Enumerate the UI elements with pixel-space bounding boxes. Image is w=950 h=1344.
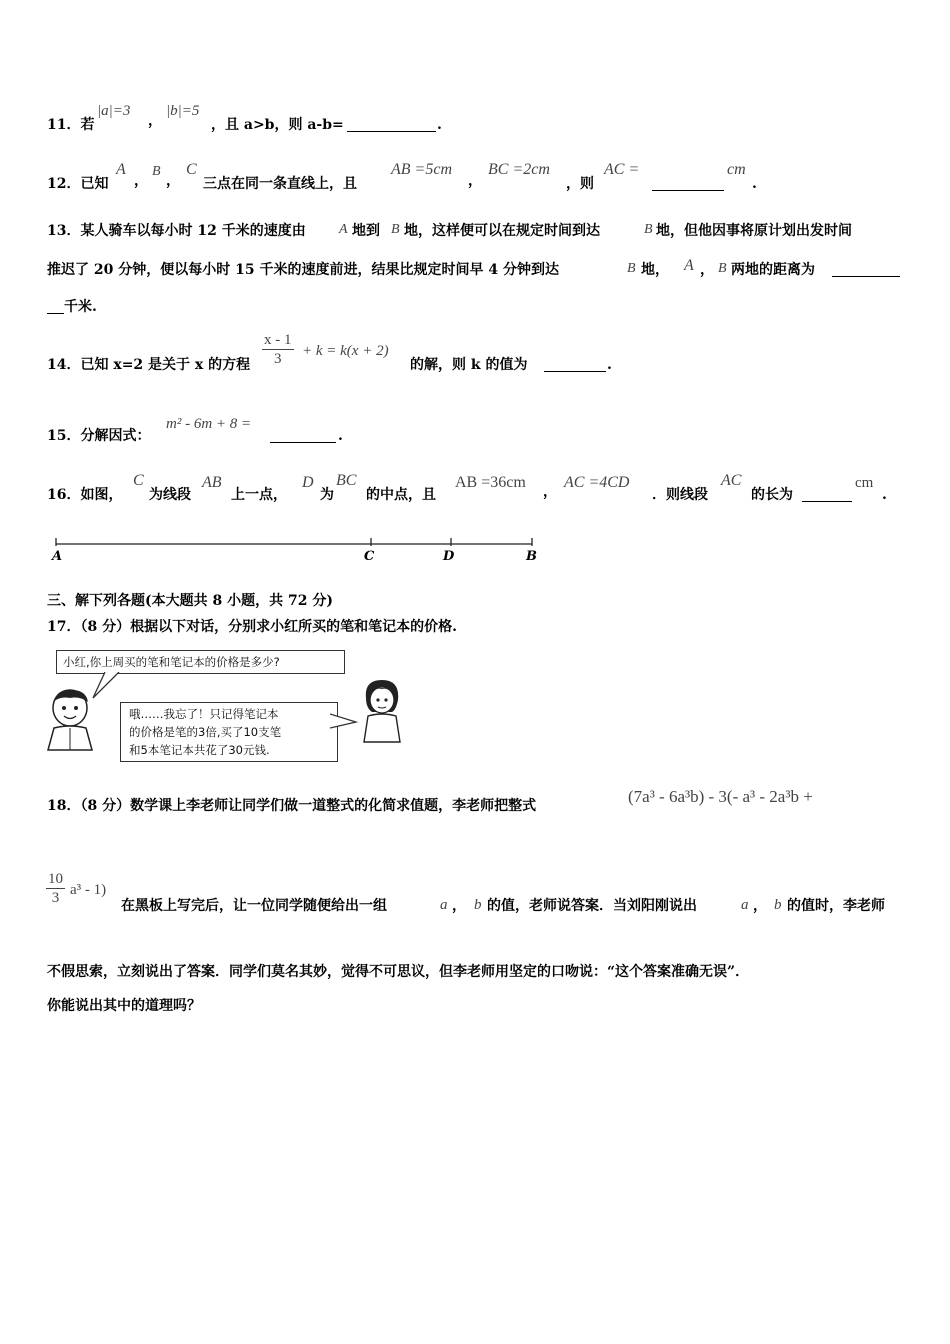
q18-line2a: 在黑板上写完后，让一位同学随便给出一组	[121, 898, 387, 914]
q17-text: 17．（8 分）根据以下对话，分别求小红所买的笔和笔记本的价格.	[47, 619, 457, 635]
q14-end: .	[607, 357, 612, 373]
q16-text2: 为线段	[149, 487, 191, 503]
q18-expression-part1: (7a³ - 6a³b) - 3(- a³ - 2a³b +	[628, 787, 813, 806]
q18-comma2: ，	[753, 898, 767, 914]
q18-line2c: 的值时，李老师	[787, 898, 885, 914]
q13-point-b4: B	[718, 261, 727, 276]
q16-text4: 为	[320, 487, 334, 503]
q16-text5: 的中点，且	[366, 487, 436, 503]
q12-comma2: ，	[166, 173, 180, 189]
q16-figure-label-d: D	[443, 549, 455, 564]
q12-number: 12．已知	[47, 176, 109, 192]
q12-point-c: C	[186, 161, 197, 178]
q18-comma1: ，	[452, 898, 466, 914]
q18-line3: 不假思索，立刻说出了答案．同学们莫名其妙，觉得不可思议，但李老师用坚定的口吻说：“这个答案准确无误”．	[47, 964, 750, 980]
q18-fraction-num: 10	[48, 871, 63, 887]
q13-line2c: 两地的距离为	[731, 262, 815, 278]
q15-text: 15．分解因式：	[47, 428, 151, 444]
q12-comma3: ，	[468, 173, 482, 189]
q12-unit: cm	[727, 161, 746, 178]
q13-line1c: 地，这样便可以在规定时间到达	[404, 223, 600, 239]
q13-point-b3: B	[627, 261, 636, 276]
q16-eq-ab: AB =36cm	[455, 474, 526, 491]
q13-answer-blank-cont	[47, 299, 64, 314]
q12-text1: 三点在同一条直线上，且	[203, 176, 357, 192]
q16-eq-ac: AC =4CD	[564, 474, 630, 491]
q16-answer-blank[interactable]	[802, 487, 852, 502]
q12-eq-ac: AC =	[604, 161, 640, 178]
q13-point-b2: B	[644, 222, 653, 237]
q18-line2b: 的值，老师说答案．当刘阳刚说出	[487, 898, 697, 914]
q18-var-b1: b	[474, 897, 482, 913]
q11-sep: ，	[148, 113, 162, 129]
q11-tail: ，且 a>b，则 a-b=	[211, 117, 344, 133]
q17-boy-illustration-icon	[44, 684, 102, 754]
q16-end: .	[882, 487, 887, 503]
q16-text1: 16．如图，	[47, 487, 123, 503]
q14-fraction-den: 3	[274, 351, 282, 367]
q14-text1: 14．已知 x=2 是关于 x 的方程	[47, 357, 251, 373]
q16-figure-label-c: C	[364, 549, 375, 564]
q13-point-a1: A	[339, 222, 348, 237]
q11-cond-a: |a|=3	[97, 103, 131, 119]
q14-text2: 的解，则 k 的值为	[410, 357, 528, 373]
q18-var-a2: a	[741, 897, 749, 913]
q16-figure-label-a: A	[52, 549, 63, 564]
q14-fraction	[262, 331, 294, 368]
q17-girl-illustration-icon	[356, 676, 406, 746]
q16-seg-ac: AC	[721, 472, 742, 489]
q12-eq-bc: BC =2cm	[488, 161, 550, 178]
q14-fraction-num: x - 1	[264, 332, 292, 348]
q13-line1b: 地到	[352, 223, 380, 239]
q14-answer-blank[interactable]	[544, 357, 606, 372]
q13-line1d: 地，但他因事将原计划出发时间	[656, 223, 852, 239]
q18-fraction-den: 3	[51, 890, 60, 906]
q16-point-d: D	[302, 474, 314, 491]
q16-text6: ．则线段	[652, 487, 708, 503]
q13-point-a2: A	[684, 257, 694, 274]
q17-bubble-line2: 的价格是笔的3倍,买了10支笔	[129, 725, 282, 739]
q18-fraction	[46, 870, 65, 907]
q14-equation-rest: + k = k(x + 2)	[302, 343, 389, 359]
q13-line1a: 13．某人骑车以每小时 12 千米的速度由	[47, 223, 306, 239]
q12-end: .	[752, 176, 757, 192]
q18-line4: 你能说出其中的道理吗？	[47, 998, 201, 1014]
q17-bubble-line3: 和5本笔记本共花了30元钱.	[129, 743, 270, 757]
q18-expression-part2: a³ - 1)	[70, 882, 107, 898]
q15-end: .	[338, 428, 343, 444]
q16-figure-label-b: B	[526, 549, 537, 564]
q18-var-a1: a	[440, 897, 448, 913]
q16-seg-bc: BC	[336, 472, 357, 489]
q15-answer-blank[interactable]	[270, 428, 336, 443]
q16-unit: cm	[855, 475, 874, 491]
q11-answer-blank[interactable]	[347, 117, 436, 132]
q16-text7: 的长为	[751, 487, 793, 503]
q18-line1: 18．（8 分）数学课上李老师让同学们做一道整式的化简求值题，李老师把整式	[47, 798, 537, 814]
q13-line2b: 地，	[641, 262, 669, 278]
q15-expression: m² - 6m + 8 =	[166, 416, 252, 432]
q13-answer-blank[interactable]	[832, 262, 900, 277]
section-3-title: 三、解下列各题(本大题共 8 小题，共 72 分)	[47, 593, 333, 609]
q13-line2a: 推迟了 20 分钟，便以每小时 15 千米的速度前进，结果比规定时间早 4 分钟到达	[47, 262, 559, 278]
q13-line3: 千米.	[64, 299, 97, 315]
q18-var-b2: b	[774, 897, 782, 913]
q13-comma: ，	[700, 262, 714, 278]
q12-text2: ，则	[566, 176, 594, 192]
q17-speech-bubble-girl	[120, 702, 338, 762]
q16-line-segment-figure	[44, 532, 544, 568]
q11-number: 11．若	[47, 117, 95, 133]
q17-speech-bubble-boy: 小红,你上周买的笔和笔记本的价格是多少?	[56, 650, 345, 674]
q12-answer-blank[interactable]	[652, 176, 724, 191]
q12-point-b: B	[152, 164, 161, 179]
q16-comma: ，	[543, 484, 557, 500]
q17-bubble-line1: 哦……我忘了！只记得笔记本	[129, 707, 279, 721]
q12-eq-ab: AB =5cm	[391, 161, 452, 178]
q13-point-b1: B	[391, 222, 400, 237]
q16-seg-ab: AB	[202, 474, 222, 491]
q16-point-c: C	[133, 472, 144, 489]
q12-point-a: A	[116, 161, 126, 178]
q11-cond-b: |b|=5	[166, 103, 200, 119]
q16-text3: 上一点，	[231, 487, 287, 503]
q12-comma1: ，	[134, 173, 148, 189]
q11-end: .	[437, 117, 442, 133]
